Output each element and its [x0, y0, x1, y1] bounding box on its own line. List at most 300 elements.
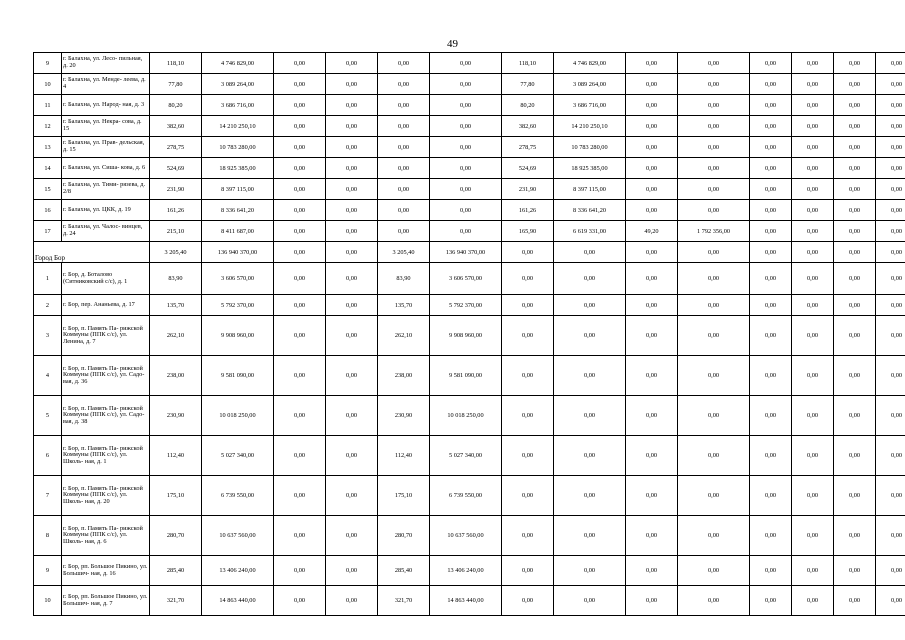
row-number-cell: 10 [34, 586, 62, 616]
value-cell: 0,00 [834, 137, 876, 158]
value-cell: 0,00 [678, 137, 750, 158]
value-cell: 0,00 [678, 263, 750, 295]
row-number-cell: 9 [34, 53, 62, 74]
value-cell: 0,00 [834, 516, 876, 556]
value-cell: 321,70 [150, 586, 202, 616]
value-cell: 0,00 [678, 586, 750, 616]
value-cell: 0,00 [876, 242, 905, 263]
value-cell: 8 336 641,20 [202, 200, 274, 221]
value-cell: 0,00 [274, 556, 326, 586]
table-row [34, 200, 905, 221]
value-cell: 0,00 [378, 116, 430, 137]
value-cell: 0,00 [750, 516, 792, 556]
address-cell: г. Балахна, ул. Некра- сова, д. 15 [62, 116, 150, 137]
address-cell: г. Бор, п. Память Па- рижской Коммуны (ППК с/с), ул. Школь- ная, д. 20 [62, 476, 150, 516]
value-cell: 6 739 550,00 [202, 476, 274, 516]
value-cell: 0,00 [834, 74, 876, 95]
value-cell: 0,00 [876, 316, 905, 356]
value-cell: 135,70 [378, 295, 430, 316]
value-cell: 0,00 [326, 200, 378, 221]
value-cell: 0,00 [626, 179, 678, 200]
value-cell: 0,00 [626, 356, 678, 396]
value-cell: 3 686 716,00 [554, 95, 626, 116]
value-cell: 0,00 [834, 263, 876, 295]
value-cell: 0,00 [876, 221, 905, 242]
value-cell: 3 089 264,00 [202, 74, 274, 95]
value-cell: 18 925 385,00 [554, 158, 626, 179]
value-cell: 0,00 [626, 242, 678, 263]
value-cell: 9 581 090,00 [430, 356, 502, 396]
value-cell: 0,00 [274, 356, 326, 396]
value-cell: 0,00 [876, 95, 905, 116]
value-cell: 230,90 [150, 396, 202, 436]
value-cell: 0,00 [792, 53, 834, 74]
value-cell: 0,00 [678, 356, 750, 396]
value-cell: 10 637 560,00 [430, 516, 502, 556]
value-cell: 0,00 [834, 179, 876, 200]
value-cell: 0,00 [430, 200, 502, 221]
value-cell: 83,90 [378, 263, 430, 295]
value-cell: 0,00 [792, 295, 834, 316]
value-cell: 80,20 [502, 95, 554, 116]
address-cell: г. Балахна, ул. Народ- ная, д. 3 [62, 95, 150, 116]
value-cell: 0,00 [326, 295, 378, 316]
value-cell: 0,00 [326, 158, 378, 179]
table-row [34, 74, 905, 95]
table-row [34, 116, 905, 137]
value-cell: 0,00 [274, 516, 326, 556]
value-cell: 0,00 [678, 516, 750, 556]
table-row [34, 137, 905, 158]
value-cell: 0,00 [626, 53, 678, 74]
value-cell: 0,00 [554, 295, 626, 316]
value-cell: 0,00 [876, 200, 905, 221]
value-cell: 3 606 570,00 [430, 263, 502, 295]
value-cell: 238,00 [150, 356, 202, 396]
value-cell: 0,00 [792, 586, 834, 616]
value-cell: 0,00 [274, 137, 326, 158]
value-cell: 0,00 [876, 295, 905, 316]
value-cell: 280,70 [150, 516, 202, 556]
table-row [34, 221, 905, 242]
value-cell: 0,00 [502, 316, 554, 356]
value-cell: 0,00 [678, 242, 750, 263]
value-cell: 0,00 [876, 53, 905, 74]
value-cell: 8 336 641,20 [554, 200, 626, 221]
value-cell: 8 397 115,00 [554, 179, 626, 200]
value-cell: 0,00 [792, 137, 834, 158]
value-cell: 14 863 440,00 [202, 586, 274, 616]
value-cell: 0,00 [274, 116, 326, 137]
value-cell: 0,00 [834, 356, 876, 396]
value-cell: 13 406 240,00 [202, 556, 274, 586]
value-cell: 0,00 [326, 74, 378, 95]
value-cell: 0,00 [750, 116, 792, 137]
value-cell: 0,00 [750, 295, 792, 316]
table-row [34, 179, 905, 200]
value-cell: 112,40 [150, 436, 202, 476]
value-cell: 0,00 [834, 316, 876, 356]
value-cell: 0,00 [554, 356, 626, 396]
value-cell: 0,00 [750, 242, 792, 263]
value-cell: 0,00 [678, 95, 750, 116]
table-row [34, 158, 905, 179]
value-cell: 0,00 [876, 516, 905, 556]
value-cell: 118,10 [502, 53, 554, 74]
value-cell: 0,00 [750, 158, 792, 179]
value-cell: 0,00 [274, 53, 326, 74]
address-cell: г. Бор, п. Память Па- рижской Коммуны (ППК с/с), ул. Школь- ная, д. 1 [62, 436, 150, 476]
value-cell: 9 908 960,00 [430, 316, 502, 356]
value-cell: 0,00 [378, 95, 430, 116]
value-cell: 0,00 [274, 436, 326, 476]
row-number-cell: 1 [34, 263, 62, 295]
address-cell: г. Бор, рп. Большое Пикино, ул. Большич- ная, д. 7 [62, 586, 150, 616]
value-cell: 14 863 440,00 [430, 586, 502, 616]
value-cell: 0,00 [750, 396, 792, 436]
value-cell: 0,00 [326, 396, 378, 436]
value-cell: 0,00 [430, 116, 502, 137]
value-cell: 0,00 [876, 356, 905, 396]
value-cell: 0,00 [834, 158, 876, 179]
value-cell: 0,00 [378, 137, 430, 158]
group-label-cell: Город Бор [34, 242, 150, 263]
row-number-cell: 10 [34, 74, 62, 95]
value-cell: 0,00 [750, 476, 792, 516]
value-cell: 0,00 [750, 200, 792, 221]
row-number-cell: 5 [34, 396, 62, 436]
value-cell: 14 210 250,10 [554, 116, 626, 137]
value-cell: 0,00 [834, 200, 876, 221]
value-cell: 0,00 [554, 586, 626, 616]
value-cell: 0,00 [502, 295, 554, 316]
value-cell: 0,00 [326, 95, 378, 116]
value-cell: 0,00 [750, 586, 792, 616]
value-cell: 0,00 [678, 74, 750, 95]
row-number-cell: 3 [34, 316, 62, 356]
value-cell: 0,00 [626, 137, 678, 158]
table-row [34, 436, 905, 476]
table-row [34, 263, 905, 295]
row-number-cell: 2 [34, 295, 62, 316]
value-cell: 0,00 [678, 556, 750, 586]
value-cell: 0,00 [834, 116, 876, 137]
value-cell: 0,00 [626, 586, 678, 616]
value-cell: 77,80 [502, 74, 554, 95]
value-cell: 0,00 [326, 586, 378, 616]
value-cell: 0,00 [274, 179, 326, 200]
value-cell: 49,20 [626, 221, 678, 242]
value-cell: 10 637 560,00 [202, 516, 274, 556]
table-row [34, 586, 905, 616]
value-cell: 8 397 115,00 [202, 179, 274, 200]
value-cell: 0,00 [626, 396, 678, 436]
value-cell: 238,00 [378, 356, 430, 396]
value-cell: 5 792 370,00 [202, 295, 274, 316]
address-cell: г. Бор, рп. Большое Пикино, ул. Большич- ная, д. 16 [62, 556, 150, 586]
data-table [33, 52, 905, 616]
value-cell: 136 940 370,00 [430, 242, 502, 263]
value-cell: 0,00 [834, 476, 876, 516]
value-cell: 5 027 340,00 [202, 436, 274, 476]
value-cell: 0,00 [876, 263, 905, 295]
value-cell: 4 746 829,00 [554, 53, 626, 74]
value-cell: 3 089 264,00 [554, 74, 626, 95]
address-cell: г. Бор, п. Память Па- рижской Коммуны (ППК с/с), ул. Школь- ная, д. 6 [62, 516, 150, 556]
value-cell: 0,00 [274, 221, 326, 242]
value-cell: 0,00 [326, 263, 378, 295]
value-cell: 0,00 [678, 295, 750, 316]
value-cell: 0,00 [876, 436, 905, 476]
group-row [34, 242, 905, 263]
value-cell: 0,00 [274, 476, 326, 516]
value-cell: 0,00 [626, 516, 678, 556]
page-number: 49 [447, 38, 458, 50]
value-cell: 0,00 [678, 476, 750, 516]
value-cell: 0,00 [554, 396, 626, 436]
value-cell: 0,00 [750, 436, 792, 476]
value-cell: 1 792 356,00 [678, 221, 750, 242]
address-cell: г. Балахна, ул. ЦКК, д. 19 [62, 200, 150, 221]
value-cell: 0,00 [326, 116, 378, 137]
table-row [34, 396, 905, 436]
value-cell: 9 581 090,00 [202, 356, 274, 396]
value-cell: 0,00 [792, 179, 834, 200]
value-cell: 0,00 [430, 53, 502, 74]
value-cell: 0,00 [792, 356, 834, 396]
value-cell: 0,00 [554, 516, 626, 556]
value-cell: 0,00 [430, 221, 502, 242]
address-cell: г. Бор, п. Память Па- рижской Коммуны (ППК с/с), ул. Садо- вая, д. 38 [62, 396, 150, 436]
value-cell: 175,10 [150, 476, 202, 516]
row-number-cell: 4 [34, 356, 62, 396]
value-cell: 14 210 250,10 [202, 116, 274, 137]
value-cell: 161,26 [502, 200, 554, 221]
row-number-cell: 11 [34, 95, 62, 116]
value-cell: 0,00 [502, 396, 554, 436]
table-row [34, 53, 905, 74]
value-cell: 382,60 [150, 116, 202, 137]
value-cell: 18 925 385,00 [202, 158, 274, 179]
value-cell: 0,00 [792, 396, 834, 436]
value-cell: 118,10 [150, 53, 202, 74]
value-cell: 0,00 [834, 556, 876, 586]
row-number-cell: 14 [34, 158, 62, 179]
value-cell: 0,00 [876, 179, 905, 200]
value-cell: 6 619 331,00 [554, 221, 626, 242]
value-cell: 524,69 [502, 158, 554, 179]
value-cell: 382,60 [502, 116, 554, 137]
value-cell: 280,70 [378, 516, 430, 556]
value-cell: 0,00 [430, 158, 502, 179]
value-cell: 0,00 [378, 221, 430, 242]
value-cell: 0,00 [876, 556, 905, 586]
value-cell: 0,00 [274, 200, 326, 221]
value-cell: 161,26 [150, 200, 202, 221]
value-cell: 0,00 [626, 95, 678, 116]
value-cell: 230,90 [378, 396, 430, 436]
value-cell: 0,00 [876, 396, 905, 436]
value-cell: 0,00 [792, 436, 834, 476]
value-cell: 0,00 [792, 556, 834, 586]
value-cell: 0,00 [326, 179, 378, 200]
value-cell: 0,00 [750, 263, 792, 295]
value-cell: 262,10 [378, 316, 430, 356]
value-cell: 0,00 [876, 476, 905, 516]
table-row [34, 476, 905, 516]
value-cell: 0,00 [792, 221, 834, 242]
value-cell: 0,00 [274, 95, 326, 116]
value-cell: 165,90 [502, 221, 554, 242]
value-cell: 0,00 [834, 53, 876, 74]
value-cell: 0,00 [792, 158, 834, 179]
address-cell: г. Бор, п. Память Па- рижской Коммуны (ППК с/с), ул. Садо- вая, д. 36 [62, 356, 150, 396]
value-cell: 5 792 370,00 [430, 295, 502, 316]
value-cell: 0,00 [834, 95, 876, 116]
table-row [34, 295, 905, 316]
value-cell: 0,00 [378, 179, 430, 200]
value-cell: 0,00 [792, 476, 834, 516]
value-cell: 0,00 [554, 263, 626, 295]
value-cell: 524,69 [150, 158, 202, 179]
table-row [34, 356, 905, 396]
row-number-cell: 6 [34, 436, 62, 476]
value-cell: 0,00 [834, 436, 876, 476]
value-cell: 0,00 [626, 263, 678, 295]
address-cell: г. Балахна, ул. Менде- леева, д. 4 [62, 74, 150, 95]
value-cell: 0,00 [326, 436, 378, 476]
value-cell: 0,00 [876, 137, 905, 158]
value-cell: 0,00 [430, 179, 502, 200]
value-cell: 0,00 [792, 74, 834, 95]
value-cell: 0,00 [750, 316, 792, 356]
value-cell: 0,00 [626, 116, 678, 137]
value-cell: 0,00 [792, 316, 834, 356]
value-cell: 0,00 [274, 74, 326, 95]
value-cell: 0,00 [792, 116, 834, 137]
row-number-cell: 15 [34, 179, 62, 200]
value-cell: 0,00 [626, 295, 678, 316]
value-cell: 0,00 [626, 74, 678, 95]
value-cell: 0,00 [378, 200, 430, 221]
value-cell: 175,10 [378, 476, 430, 516]
value-cell: 0,00 [502, 242, 554, 263]
value-cell: 0,00 [502, 586, 554, 616]
value-cell: 10 018 250,00 [430, 396, 502, 436]
value-cell: 0,00 [876, 74, 905, 95]
address-cell: г. Балахна, ул. Тими- рязева, д. 2/8 [62, 179, 150, 200]
value-cell: 10 783 280,00 [202, 137, 274, 158]
value-cell: 278,75 [150, 137, 202, 158]
value-cell: 0,00 [554, 556, 626, 586]
value-cell: 0,00 [678, 316, 750, 356]
value-cell: 0,00 [378, 74, 430, 95]
value-cell: 285,40 [150, 556, 202, 586]
value-cell: 0,00 [378, 158, 430, 179]
value-cell: 6 739 550,00 [430, 476, 502, 516]
value-cell: 0,00 [678, 179, 750, 200]
address-cell: г. Балахна, ул. Сиша- кова, д. 6 [62, 158, 150, 179]
value-cell: 0,00 [378, 53, 430, 74]
value-cell: 0,00 [834, 221, 876, 242]
value-cell: 0,00 [274, 396, 326, 436]
value-cell: 0,00 [678, 158, 750, 179]
row-number-cell: 13 [34, 137, 62, 158]
value-cell: 0,00 [326, 53, 378, 74]
value-cell: 278,75 [502, 137, 554, 158]
value-cell: 0,00 [876, 158, 905, 179]
value-cell: 0,00 [274, 316, 326, 356]
value-cell: 5 027 340,00 [430, 436, 502, 476]
value-cell: 0,00 [750, 356, 792, 396]
value-cell: 135,70 [150, 295, 202, 316]
row-number-cell: 17 [34, 221, 62, 242]
value-cell: 262,10 [150, 316, 202, 356]
value-cell: 0,00 [750, 53, 792, 74]
value-cell: 0,00 [326, 476, 378, 516]
value-cell: 0,00 [876, 116, 905, 137]
address-cell: г. Балахна, ул. Лесо- пильная, д. 20 [62, 53, 150, 74]
value-cell: 0,00 [626, 316, 678, 356]
value-cell: 13 406 240,00 [430, 556, 502, 586]
value-cell: 0,00 [750, 221, 792, 242]
value-cell: 3 606 570,00 [202, 263, 274, 295]
row-number-cell: 9 [34, 556, 62, 586]
value-cell: 0,00 [678, 116, 750, 137]
value-cell: 0,00 [626, 158, 678, 179]
value-cell: 0,00 [326, 242, 378, 263]
address-cell: г. Бор, д. Боталово (Ситниковский с/с), д. 1 [62, 263, 150, 295]
value-cell: 77,80 [150, 74, 202, 95]
value-cell: 136 940 370,00 [202, 242, 274, 263]
value-cell: 0,00 [678, 53, 750, 74]
value-cell: 8 411 687,00 [202, 221, 274, 242]
row-number-cell: 16 [34, 200, 62, 221]
value-cell: 3 205,40 [378, 242, 430, 263]
value-cell: 0,00 [274, 295, 326, 316]
value-cell: 0,00 [626, 476, 678, 516]
value-cell: 0,00 [502, 476, 554, 516]
value-cell: 0,00 [792, 516, 834, 556]
value-cell: 0,00 [502, 436, 554, 476]
value-cell: 0,00 [678, 436, 750, 476]
value-cell: 0,00 [274, 263, 326, 295]
value-cell: 10 783 280,00 [554, 137, 626, 158]
value-cell: 0,00 [792, 200, 834, 221]
value-cell: 80,20 [150, 95, 202, 116]
value-cell: 285,40 [378, 556, 430, 586]
value-cell: 231,90 [150, 179, 202, 200]
value-cell: 0,00 [326, 316, 378, 356]
value-cell: 0,00 [626, 436, 678, 476]
value-cell: 0,00 [326, 516, 378, 556]
value-cell: 0,00 [430, 95, 502, 116]
value-cell: 0,00 [502, 356, 554, 396]
value-cell: 0,00 [834, 295, 876, 316]
value-cell: 0,00 [834, 242, 876, 263]
value-cell: 231,90 [502, 179, 554, 200]
value-cell: 0,00 [326, 137, 378, 158]
value-cell: 3 205,40 [150, 242, 202, 263]
value-cell: 215,10 [150, 221, 202, 242]
value-cell: 0,00 [750, 556, 792, 586]
value-cell: 0,00 [876, 586, 905, 616]
value-cell: 0,00 [750, 137, 792, 158]
address-cell: г. Бор, пер. Ананьева, д. 17 [62, 295, 150, 316]
value-cell: 0,00 [430, 74, 502, 95]
value-cell: 0,00 [326, 221, 378, 242]
value-cell: 0,00 [430, 137, 502, 158]
